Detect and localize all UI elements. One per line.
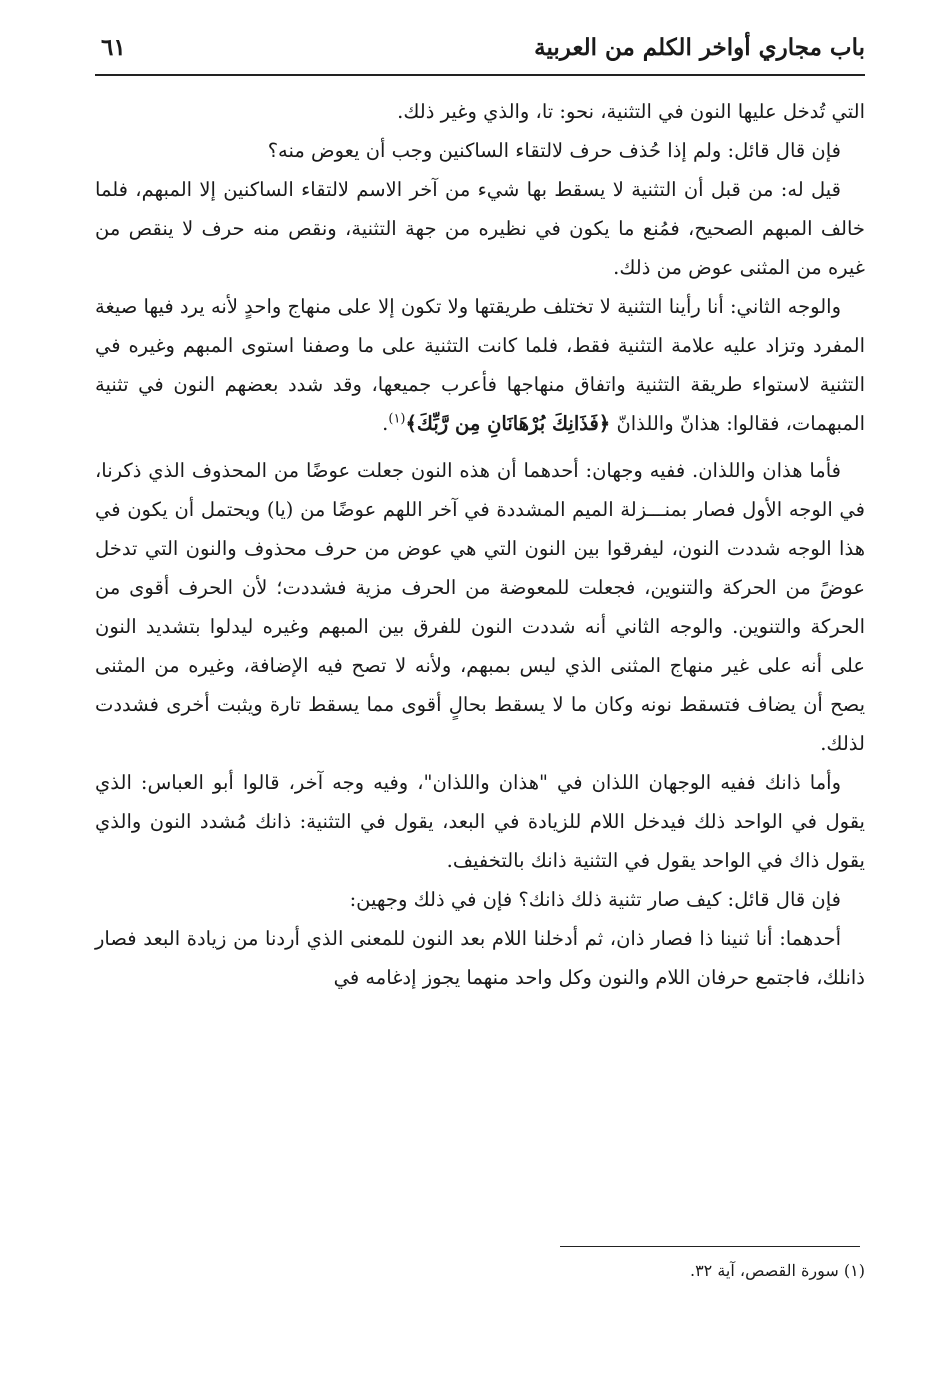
paragraph-4-end: .	[382, 412, 389, 435]
footnote: (١) سورة القصص، آية ٣٢.	[689, 1261, 865, 1280]
header-rule	[95, 74, 865, 76]
paragraph-4-text: والوجه الثاني: أنا رأينا التثنية لا تختلف طريقتها ولا تكون إلا على منهاج واحدٍ لأنه يرد فيها صيغة المفرد وتزاد عليه علامة التثنية فقط، فلما كانت التثنية على ما وصفنا استوى المبهم وغيره في التثنية لاستواء طريقة التثنية واتفاق منهاجها فأعرب جميعها، وقد شدد بعضهم النون في تثنية المبهمات، فقالوا: هذانّ واللذانّ	[95, 295, 865, 435]
body-text	[95, 92, 865, 997]
quran-quote: ﴿فَذَانِكَ بُرْهَانَانِ مِن رَّبِّكَ﴾	[405, 412, 611, 435]
footnote-rule	[560, 1246, 860, 1247]
page-number: ٦١	[101, 34, 126, 61]
paragraph-1: التي تُدخل عليها النون في التثنية، نحو: تا، والذي وغير ذلك.	[397, 100, 865, 123]
paragraph-3: قيل له: من قبل أن التثنية لا يسقط بها شيء من آخر الاسم لالتقاء الساكنين إلا المبهم، فلما خالف المبهم الصحيح، فمُنع ما يكون في نظيره من جهة التثنية، ونقص منه حرف لا ينقص من غيره من المثنى عوض من ذلك.	[95, 178, 865, 279]
paragraph-5: فأما هذان واللذان. ففيه وجهان: أحدهما أن هذه النون جعلت عوضًا من المحذوف الذي ذكرنا، في الوجه الأول فصار بمنـــزلة الميم المشددة في آخر اللهم عوضًا من (يا) ويحتمل أن يكون في هذا الوجه شددت النون، ليفرقوا بين النون التي هي عوض من حرف محذوف والنون التي تدخل عوضً من الحركة والتنوين، فجعلت للمعوضة من الحرف مزية فشددت؛ لأن الحرف أقوى من الحركة والتنوين. والوجه الثاني أنه شددت النون للفرق بين المبهم وغيره ليدلوا بتشديد النون على أنه على غير منهاج المثنى الذي ليس بمبهم، ولأنه لا تصح فيه الإضافة، وغيره من المثنى يصح أن يضاف فتسقط نونه وكان ما لا يسقط بحالٍ أقوى مما يسقط تارة ويثبت أخرى فشددت لذلك.	[95, 459, 865, 755]
paragraph-7: فإن قال قائل: كيف صار تثنية ذلك ذانك؟ فإن في ذلك وجهين:	[349, 888, 841, 911]
paragraph-2: فإن قال قائل: ولم إذا حُذف حرف لالتقاء الساكنين وجب أن يعوض منه؟	[267, 139, 841, 162]
running-title: باب مجاري أواخر الكلم من العربية	[534, 34, 865, 61]
paragraph-6: وأما ذانك ففيه الوجهان اللذان في "هذان واللذان"، وفيه وجه آخر، قالوا أبو العباس: الذي يقول في الواحد ذلك فيدخل اللام للزيادة في البعد، يقول في التثنية: ذانك مُشدد النون والذي يقول ذاك في الواحد يقول في التثنية ذانك بالتخفيف.	[95, 771, 865, 872]
footnote-reference: (١)	[388, 411, 406, 427]
paragraph-8: أحدهما: أنا ثنينا ذا فصار ذان، ثم أدخلنا اللام بعد النون للمعنى الذي أردنا من زيادة البعد فصار ذانلك، فاجتمع حرفان اللام والنون وكل واحد منهما يجوز إدغامه في	[95, 927, 865, 989]
paragraph-4	[95, 287, 865, 443]
page-header	[95, 28, 865, 72]
